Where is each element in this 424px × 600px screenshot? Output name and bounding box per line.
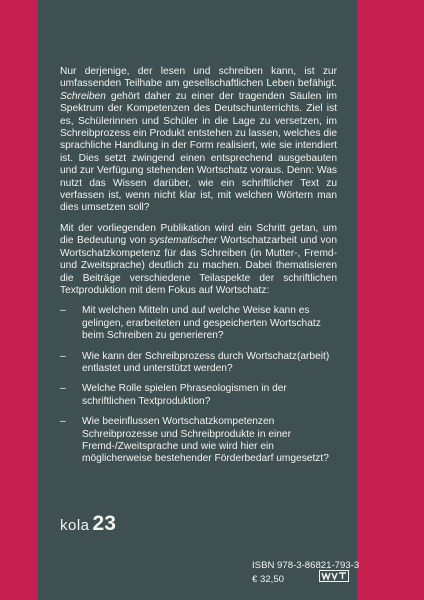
list-item: – Wie kann der Schreibprozess durch Wortschatz(arbeit) entlastet und unterstützt werden? [60, 350, 330, 374]
dash-bullet: – [60, 305, 66, 317]
dash-bullet: – [60, 350, 66, 362]
emphasis-systematischer: systematischer [149, 235, 218, 247]
list-item: – Wie beeinflussen Wortschatzkompetenzen Schreibprozesse und Schreibprodukte in einer Fremd-/Zweitsprache und wie wird hier ein möglicherweise bestehender Förderbedarf umgesetzt? [60, 416, 329, 465]
list-item: – Mit welchen Mitteln und auf welche Weise kann es gelingen, erarbeiteten und gespeicherten Wortschatz beim Schreiben zu generieren? [60, 305, 321, 342]
blurb-paragraph-1: Nur derjenige, der lesen und schreiben kann, ist zur umfassenden Teilhabe am gesellschaftlichen Leben befähigt. Schreiben gehört daher zu einer der tragenden Säulen im Spektrum der Kompetenzen des Deutschunterrichts. Ziel ist es, Schülerinnen und Schüler in die Lage zu versetzen, im Schreibprozess ein Produkt entstehen zu lassen, welches die sprachliche Handlung in der Form realisiert, wie sie intendiert ist. Dies setzt zwingend einen entsprechend ausgebauten und zur Verfügung stehenden Wortschatz voraus. Denn: Was nutzt das Wissen darüber, wie ein schriftlicher Text zu verfassen ist, wenn nicht klar ist, mit welchen Wörtern man dies umsetzen soll? [60, 66, 337, 214]
series-name: kola [60, 517, 90, 534]
publisher-logo [319, 569, 349, 587]
dash-bullet: – [60, 416, 66, 428]
dash-bullet: – [60, 383, 66, 395]
price: € 32,50 [252, 574, 285, 585]
blurb-paragraph-2: Mit der vorliegenden Publikation wird ein Schritt getan, um die Bedeutung von systematischer Wortschatzarbeit und von Wortschatzkompetenz für das Schreiben (in Mutter-, Fremd- und Zweitsprache) deutlich zu machen. Dabei thematisieren die Beiträge verschiedene Teilaspekte der schriftlichen Textproduktion mit dem Fokus auf Wortschatz: [60, 222, 337, 296]
series-label [60, 512, 116, 536]
series-number: 23 [92, 512, 116, 535]
question-list [60, 305, 337, 465]
emphasis-schreiben: Schreiben [60, 90, 106, 102]
wvt-logo-icon [319, 570, 349, 582]
blurb-text [60, 66, 337, 474]
isbn-number: ISBN 978-3-86821-793-3 [252, 560, 360, 571]
list-item: – Welche Rolle spielen Phraseologismen in der schriftlichen Textproduktion? [60, 383, 287, 407]
